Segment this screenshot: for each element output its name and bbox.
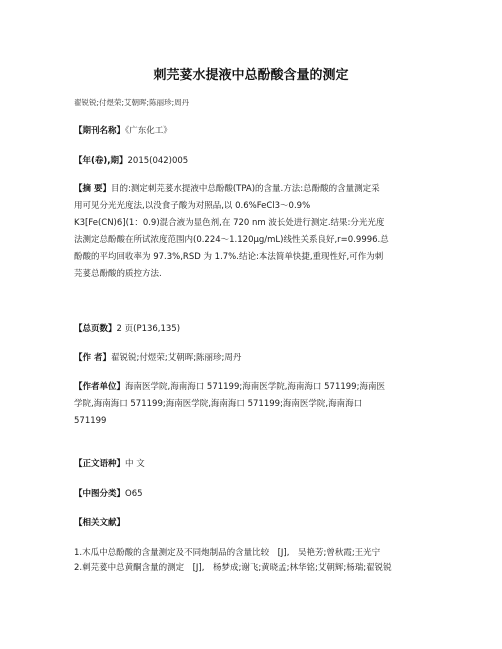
classification-value: O65: [125, 489, 143, 499]
affiliation-label: 【作者单位】: [74, 382, 126, 392]
pages-row: [74, 321, 434, 338]
language-row: [74, 456, 434, 473]
classification-row: [74, 486, 434, 503]
year-issue-label: 【年(卷),期】: [74, 156, 128, 166]
language-label: 【正文语种】: [74, 459, 126, 469]
page-title: 刺芫荽水提液中总酚酸含量的测定: [153, 68, 349, 83]
authors-value: 翟锐锐;付煜荣;艾朝晖;陈丽珍;周丹: [110, 353, 242, 363]
journal-label: 【期刊名称】: [74, 126, 126, 136]
affiliation-line-0: 海南医学院,海南海口 571199;海南医学院,海南海口 571199;海南医: [125, 382, 385, 392]
abstract-line-3: 法测定总酚酸在所试浓度范围内(0.224～1.120μg/mL)线性关系良好,r=0.9996.总: [74, 235, 389, 245]
pages-value: 2 页(P136,135): [116, 324, 181, 334]
authors-row: [74, 350, 434, 367]
journal-value: 《广东化工》: [125, 126, 172, 136]
year-issue-row: [74, 153, 434, 170]
affiliation-line-2: 571199: [74, 416, 107, 426]
abstract-line-0: 目的:测定刺芫荽水提液中总酚酸(TPA)的含量.方法:总酚酸的含量测定采: [110, 184, 380, 194]
affiliation-block: [74, 379, 434, 430]
classification-label: 【中图分类】: [74, 489, 126, 499]
related-item[interactable]: 2.刺芫荽中总黄酮含量的测定 [J], 杨梦成;谢飞;黄晓孟;林华铭;艾朝辉;杨瑞;翟锐锐: [74, 563, 392, 573]
abstract-label: 【摘 要】: [74, 184, 111, 194]
authors-line: 翟锐锐;付煜荣;艾朝晖;陈丽珍;周丹: [74, 98, 190, 107]
journal-row: [74, 123, 434, 140]
pages-label: 【总页数】: [74, 324, 117, 334]
affiliation-line-1: 学院,海南海口 571199;海南医学院,海南海口 571199;海南医学院,海南海口: [74, 399, 363, 409]
related-heading: [74, 515, 434, 532]
authors-label: 【作 者】: [74, 353, 111, 363]
language-value: 中 文: [125, 459, 145, 469]
abstract-line-2: K3[Fe(CN)6](1：0.9)混合液为显色剂,在 720 nm 波长处进行测定.结果:分光光度: [74, 218, 385, 228]
abstract-block: [74, 181, 434, 283]
year-issue-value: 2015(042)005: [127, 156, 189, 166]
abstract-line-4: 酚酸的平均回收率为 97.3%,RSD 为 1.7%.结论:本法简单快捷,重现性好,可作为刺: [74, 252, 384, 262]
related-label: 【相关文献】: [74, 518, 126, 528]
related-item[interactable]: 1.木瓜中总酚酸的含量测定及不同炮制品的含量比较 [J], 吴艳芳;曾秋霞;王光宁: [74, 548, 381, 558]
abstract-line-1: 用可见分光光度法,以没食子酸为对照品,以 0.6%FeCl3～0.9%: [74, 201, 311, 211]
abstract-line-5: 芫荽总酚酸的质控方法.: [74, 269, 162, 279]
